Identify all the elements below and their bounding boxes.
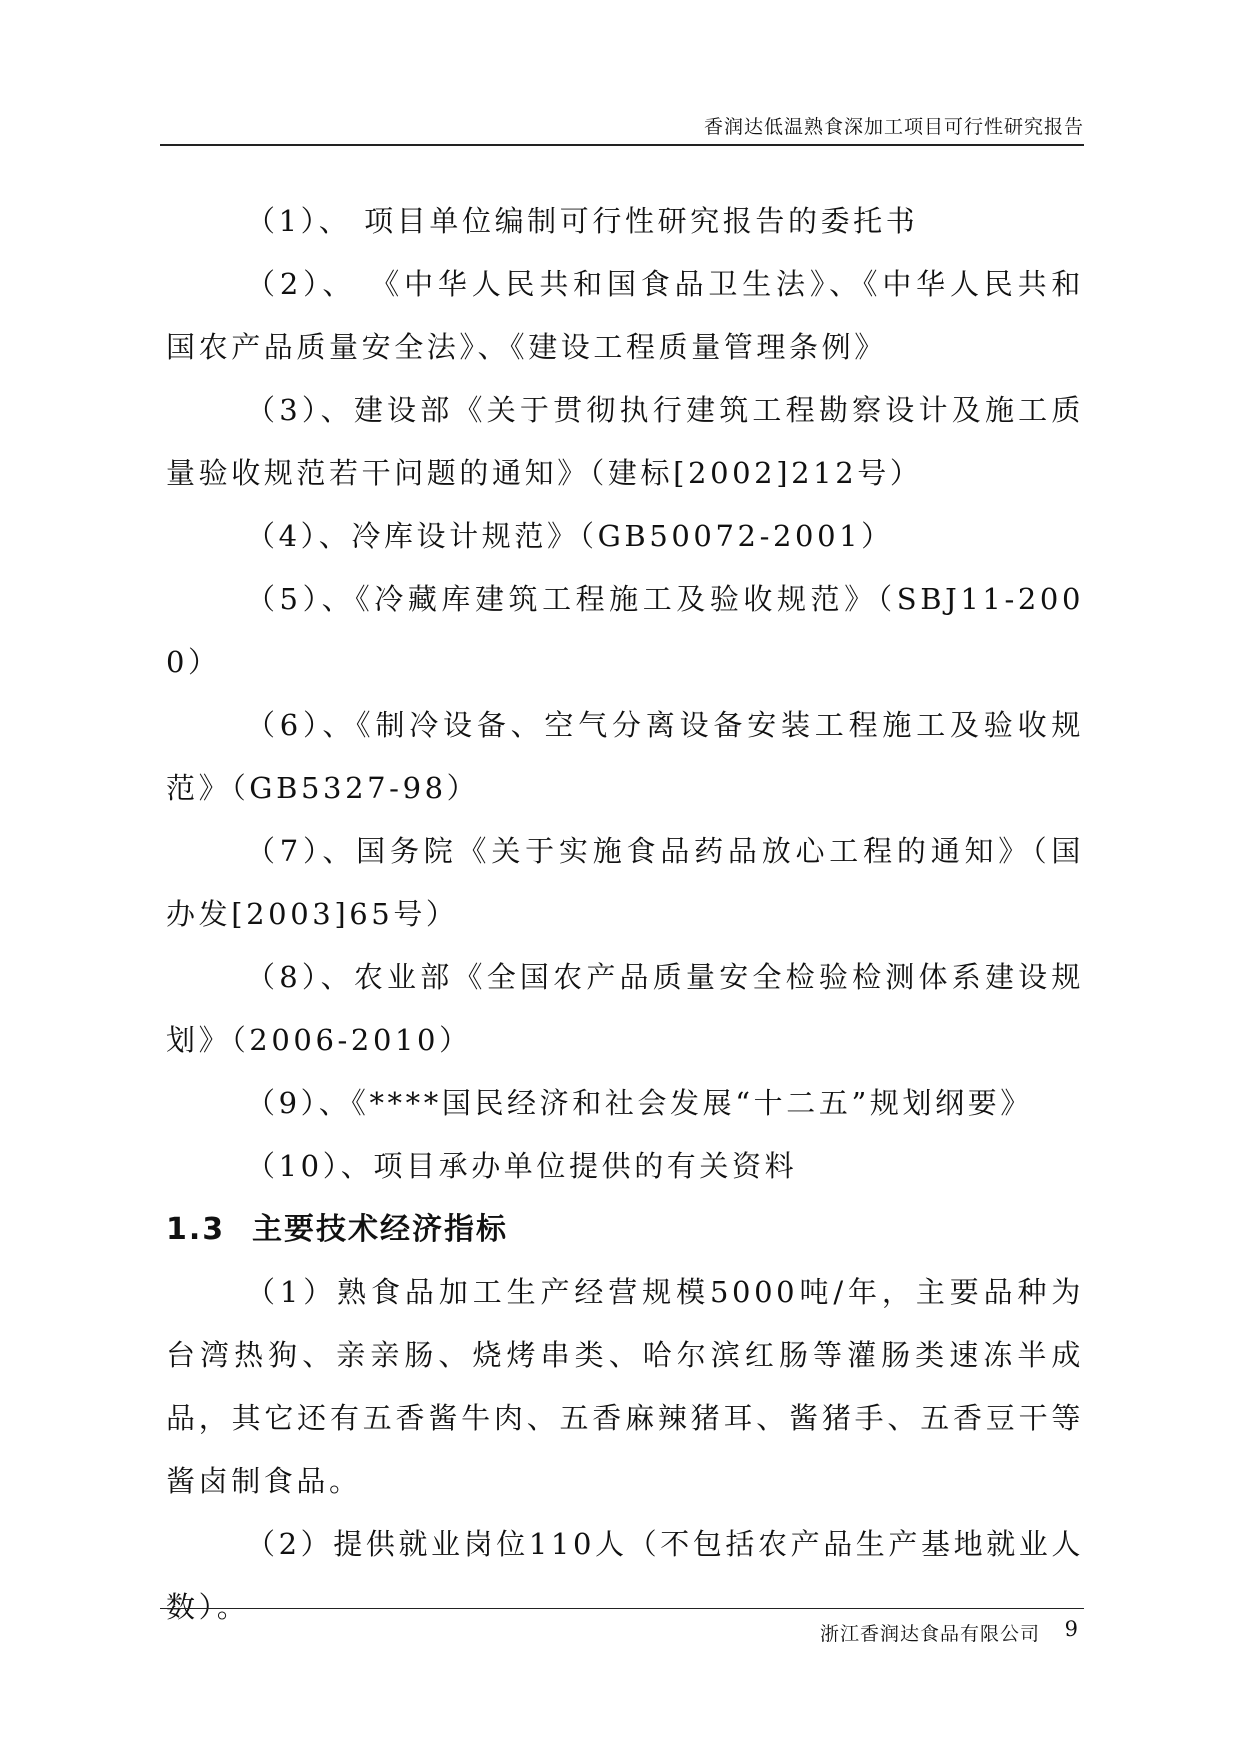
basis-item-6: （6）、《制冷设备、空气分离设备安装工程施工及验收规范》（GB5327-98） [166, 708, 1084, 805]
footer-company: 浙江香润达食品有限公司 [819, 1623, 1040, 1645]
section-number: 1.3 [166, 1212, 226, 1247]
document-body [166, 190, 1084, 1639]
basis-item-3: （3）、建设部《关于贯彻执行建筑工程勘察设计及施工质量验收规范若干问题的通知》（建标[2002]212号） [166, 393, 1084, 490]
indicator-item-1: （1）熟食品加工生产经营规模5000吨/年，主要品种为台湾热狗、亲亲肠、烧烤串类、哈尔滨红肠等灌肠类速冻半成品，其它还有五香酱牛肉、五香麻辣猪耳、酱猪手、五香豆干等酱卤制食品。 [166, 1275, 1084, 1498]
indicator-item-2: （2）提供就业岗位110人（不包括农产品生产基地就业人数）。 [166, 1527, 1085, 1624]
page-number: 9 [1064, 1617, 1078, 1641]
header-title: 香润达低温熟食深加工项目可行性研究报告 [703, 116, 1084, 138]
basis-item-1: （1）、 项目单位编制可行性研究报告的委托书 [246, 204, 919, 238]
basis-item-4: （4）、冷库设计规范》（GB50072-2001） [246, 519, 894, 553]
page-footer [160, 1608, 1084, 1645]
basis-item-2: （2）、 《中华人民共和国食品卫生法》、《中华人民共和国农产品质量安全法》、《建设工程质量管理条例》 [166, 267, 1084, 364]
basis-item-8: （8）、农业部《全国农产品质量安全检验检测体系建设规划》（2006-2010） [166, 960, 1084, 1057]
basis-item-7: （7）、国务院《关于实施食品药品放心工程的通知》（国办发[2003]65号） [166, 834, 1084, 931]
basis-item-10: （10）、项目承办单位提供的有关资料 [246, 1149, 798, 1183]
section-title: 主要技术经济指标 [252, 1212, 508, 1247]
page-header [160, 104, 1084, 146]
basis-item-5: （5）、《冷藏库建筑工程施工及验收规范》（SBJ11-2000） [166, 582, 1084, 679]
section-heading [166, 1198, 1084, 1261]
basis-item-9: （9）、《****国民经济和社会发展“十二五”规划纲要》 [246, 1086, 1033, 1120]
